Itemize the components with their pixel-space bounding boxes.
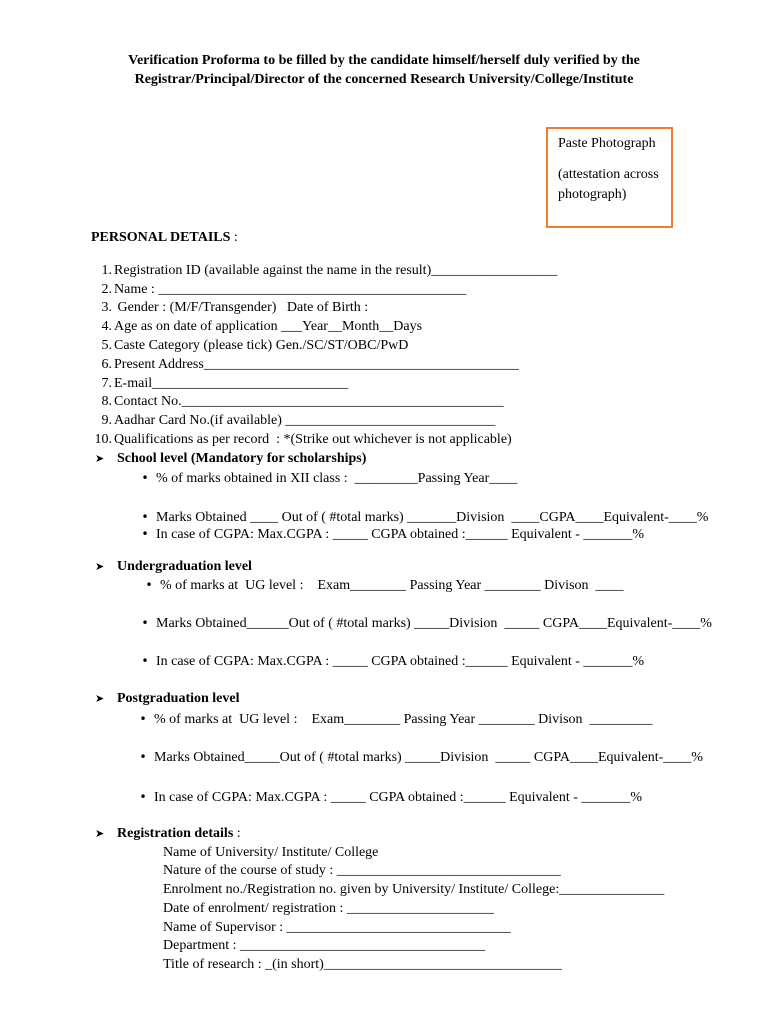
list-item-9: 9. Aadhar Card No.(if available) ______________________________ [101,413,496,428]
registration-line-enrolment-date: Date of enrolment/ registration : _____________________ [163,901,494,916]
pg-level-heading: ➤ Postgraduation level [95,691,240,706]
list-item-4: 4. Age as on date of application ___Year__Month__Days [101,319,423,334]
school-bullet-3: • In case of CGPA: Max.CGPA : _____ CGPA obtained :______ Equivalent - _______% [134,525,644,544]
round-bullet-icon: • [141,471,149,485]
registration-line-department: Department : ___________________________________ [163,938,485,953]
round-bullet-icon: • [139,750,147,764]
list-item-8: 8. Contact No.______________________________________________ [101,394,504,409]
registration-line-supervisor: Name of Supervisor : ________________________________ [163,920,511,935]
pg-bullet-2: • Marks Obtained_____Out of ( #total marks) _____Division _____ CGPA____Equivalent-____% [132,748,703,767]
pg-bullet-1: • % of marks at UG level : Exam________ Passing Year ________ Divison _________ [132,710,653,729]
ug-bullet-1: • % of marks at UG level : Exam________ Passing Year ________ Divison ____ [138,576,624,595]
photograph-note: (attestation across photograph) [558,167,659,202]
arrowhead-bullet-icon: ➤ [95,452,105,465]
registration-line-university: Name of University/ Institute/ College [163,845,379,860]
pg-bullet-3: • In case of CGPA: Max.CGPA : _____ CGPA obtained :______ Equivalent - _______% [132,788,642,807]
registration-line-research-title: Title of research : _(in short)__________________________________ [163,957,562,972]
school-level-heading: ➤ School level (Mandatory for scholarships) [95,451,367,466]
arrowhead-bullet-icon: ➤ [95,560,105,573]
ug-bullet-3: • In case of CGPA: Max.CGPA : _____ CGPA obtained :______ Equivalent - _______% [134,652,644,671]
photograph-label: Paste Photograph [558,136,656,151]
round-bullet-icon: • [145,578,153,592]
arrowhead-bullet-icon: ➤ [95,692,105,705]
document-title-line-1: Verification Proforma to be filled by the candidate himself/herself duly verified by the [128,53,640,68]
round-bullet-icon: • [141,616,149,630]
list-item-5: 5. Caste Category (please tick) Gen./SC/ST/OBC/PwD [101,338,409,353]
registration-details-heading: ➤ Registration details : [95,826,241,841]
registration-line-enrolment-no: Enrolment no./Registration no. given by University/ Institute/ College:_______________ [163,882,665,897]
round-bullet-icon: • [139,712,147,726]
list-item-2: 2. Name : ____________________________________________ [101,282,467,297]
photograph-box [546,127,673,228]
list-item-7: 7. E-mail____________________________ [101,376,349,391]
round-bullet-icon: • [141,510,149,524]
ug-bullet-2: • Marks Obtained______Out of ( #total marks) _____Division _____ CGPA____Equivalent-____% [134,614,712,633]
list-item-10: 10. Qualifications as per record : *(Strike out whichever is not applicable) [94,432,512,447]
list-item-1: 1. Registration ID (available against the name in the result)__________________ [101,263,558,278]
ug-level-heading: ➤ Undergraduation level [95,559,252,574]
round-bullet-icon: • [141,527,149,541]
registration-line-course: Nature of the course of study : ________________________________ [163,863,561,878]
school-bullet-1: • % of marks obtained in XII class : _________Passing Year____ [134,469,517,488]
list-item-3: 3. Gender : (M/F/Transgender) Date of Birth : [101,300,369,315]
arrowhead-bullet-icon: ➤ [95,827,105,840]
round-bullet-icon: • [139,790,147,804]
document-title-line-2: Registrar/Principal/Director of the concerned Research University/College/Institute [134,72,634,87]
list-item-6: 6. Present Address_____________________________________________ [101,357,519,372]
school-bullet-2: • Marks Obtained ____ Out of ( #total marks) _______Division ____CGPA____Equivalent-____% [134,508,708,527]
round-bullet-icon: • [141,654,149,668]
personal-details-heading: PERSONAL DETAILS : [91,230,238,245]
